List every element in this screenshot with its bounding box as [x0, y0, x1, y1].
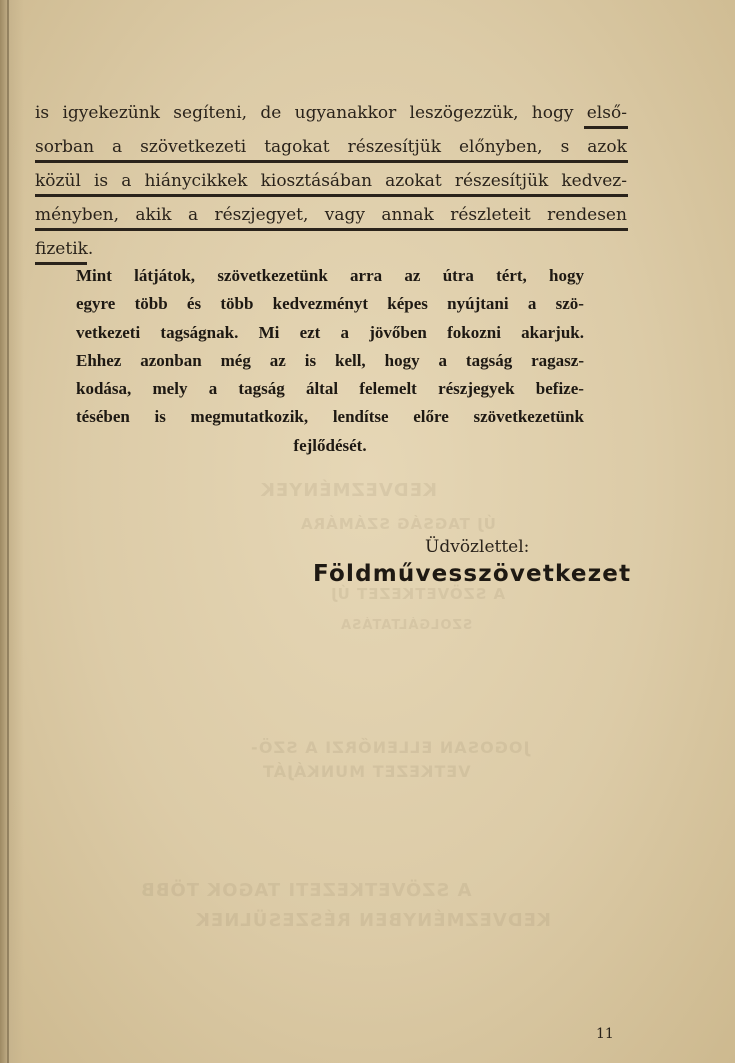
paragraph-1-line: ményben, akik a részjegyet, vagy annak részleteit rendesen [35, 205, 627, 225]
paragraph-1-line: is igyekezünk segíteni, de ugyanakkor leszögezzük, hogy első- [35, 103, 627, 123]
underline-mark [35, 228, 628, 231]
paragraph-1-line: közül is a hiánycikkek kiosztásában azokat részesítjük kedvez- [35, 171, 627, 191]
paragraph-2-line: vetkezeti tagságnak. Mi ezt a jövőben fokozni akarjuk. [76, 322, 584, 342]
paragraph-2-line: egyre több és több kedvezményt képes nyújtani a szö- [76, 294, 584, 314]
closing-greeting: Üdvözlettel: [425, 537, 530, 557]
underline-mark [584, 126, 628, 129]
paragraph-2-line: Ehhez azonban még az is kell, hogy a tagság ragasz- [76, 350, 584, 370]
signature-organization: Földművesszövetkezet [313, 561, 632, 587]
underline-mark [35, 160, 628, 163]
page-number: 11 [596, 1026, 614, 1042]
paragraph-1-line: sorban a szövetkezeti tagokat részesítjük előnyben, s azok [35, 137, 627, 157]
show-through-text: KEDVEZMÉNYEK ÚJ TAGSÁG SZÁMÁRA A SZÖVETKEZET ÚJ SZOLGÁLTATÁSA JOGOSAN ELLENŐRZI A SZÖ- VETKEZET MUNKÁJÁT A SZÖVETKEZETI TAGOK TÖBB KEDVEZMÉNYBEN RÉSZESÜLNEK [140, 480, 551, 931]
underline-mark [35, 194, 628, 197]
paragraph-2 [76, 262, 584, 460]
page-fold-shadow [0, 0, 24, 1063]
paragraph-2-line: kodása, mely a tagság által felemelt részjegyek befize- [76, 379, 584, 399]
paragraph-1-line: fizetik. [35, 239, 94, 259]
paragraph-1 [35, 96, 627, 266]
paragraph-2-line: Mint látjátok, szövetkezetünk arra az útra tért, hogy [76, 266, 584, 285]
paragraph-2-line: tésében is megmutatkozik, lendítse előre szövetkezetünk [76, 407, 584, 427]
binding-edge [7, 0, 9, 1063]
paragraph-2-line: fejlődését. [293, 435, 367, 455]
